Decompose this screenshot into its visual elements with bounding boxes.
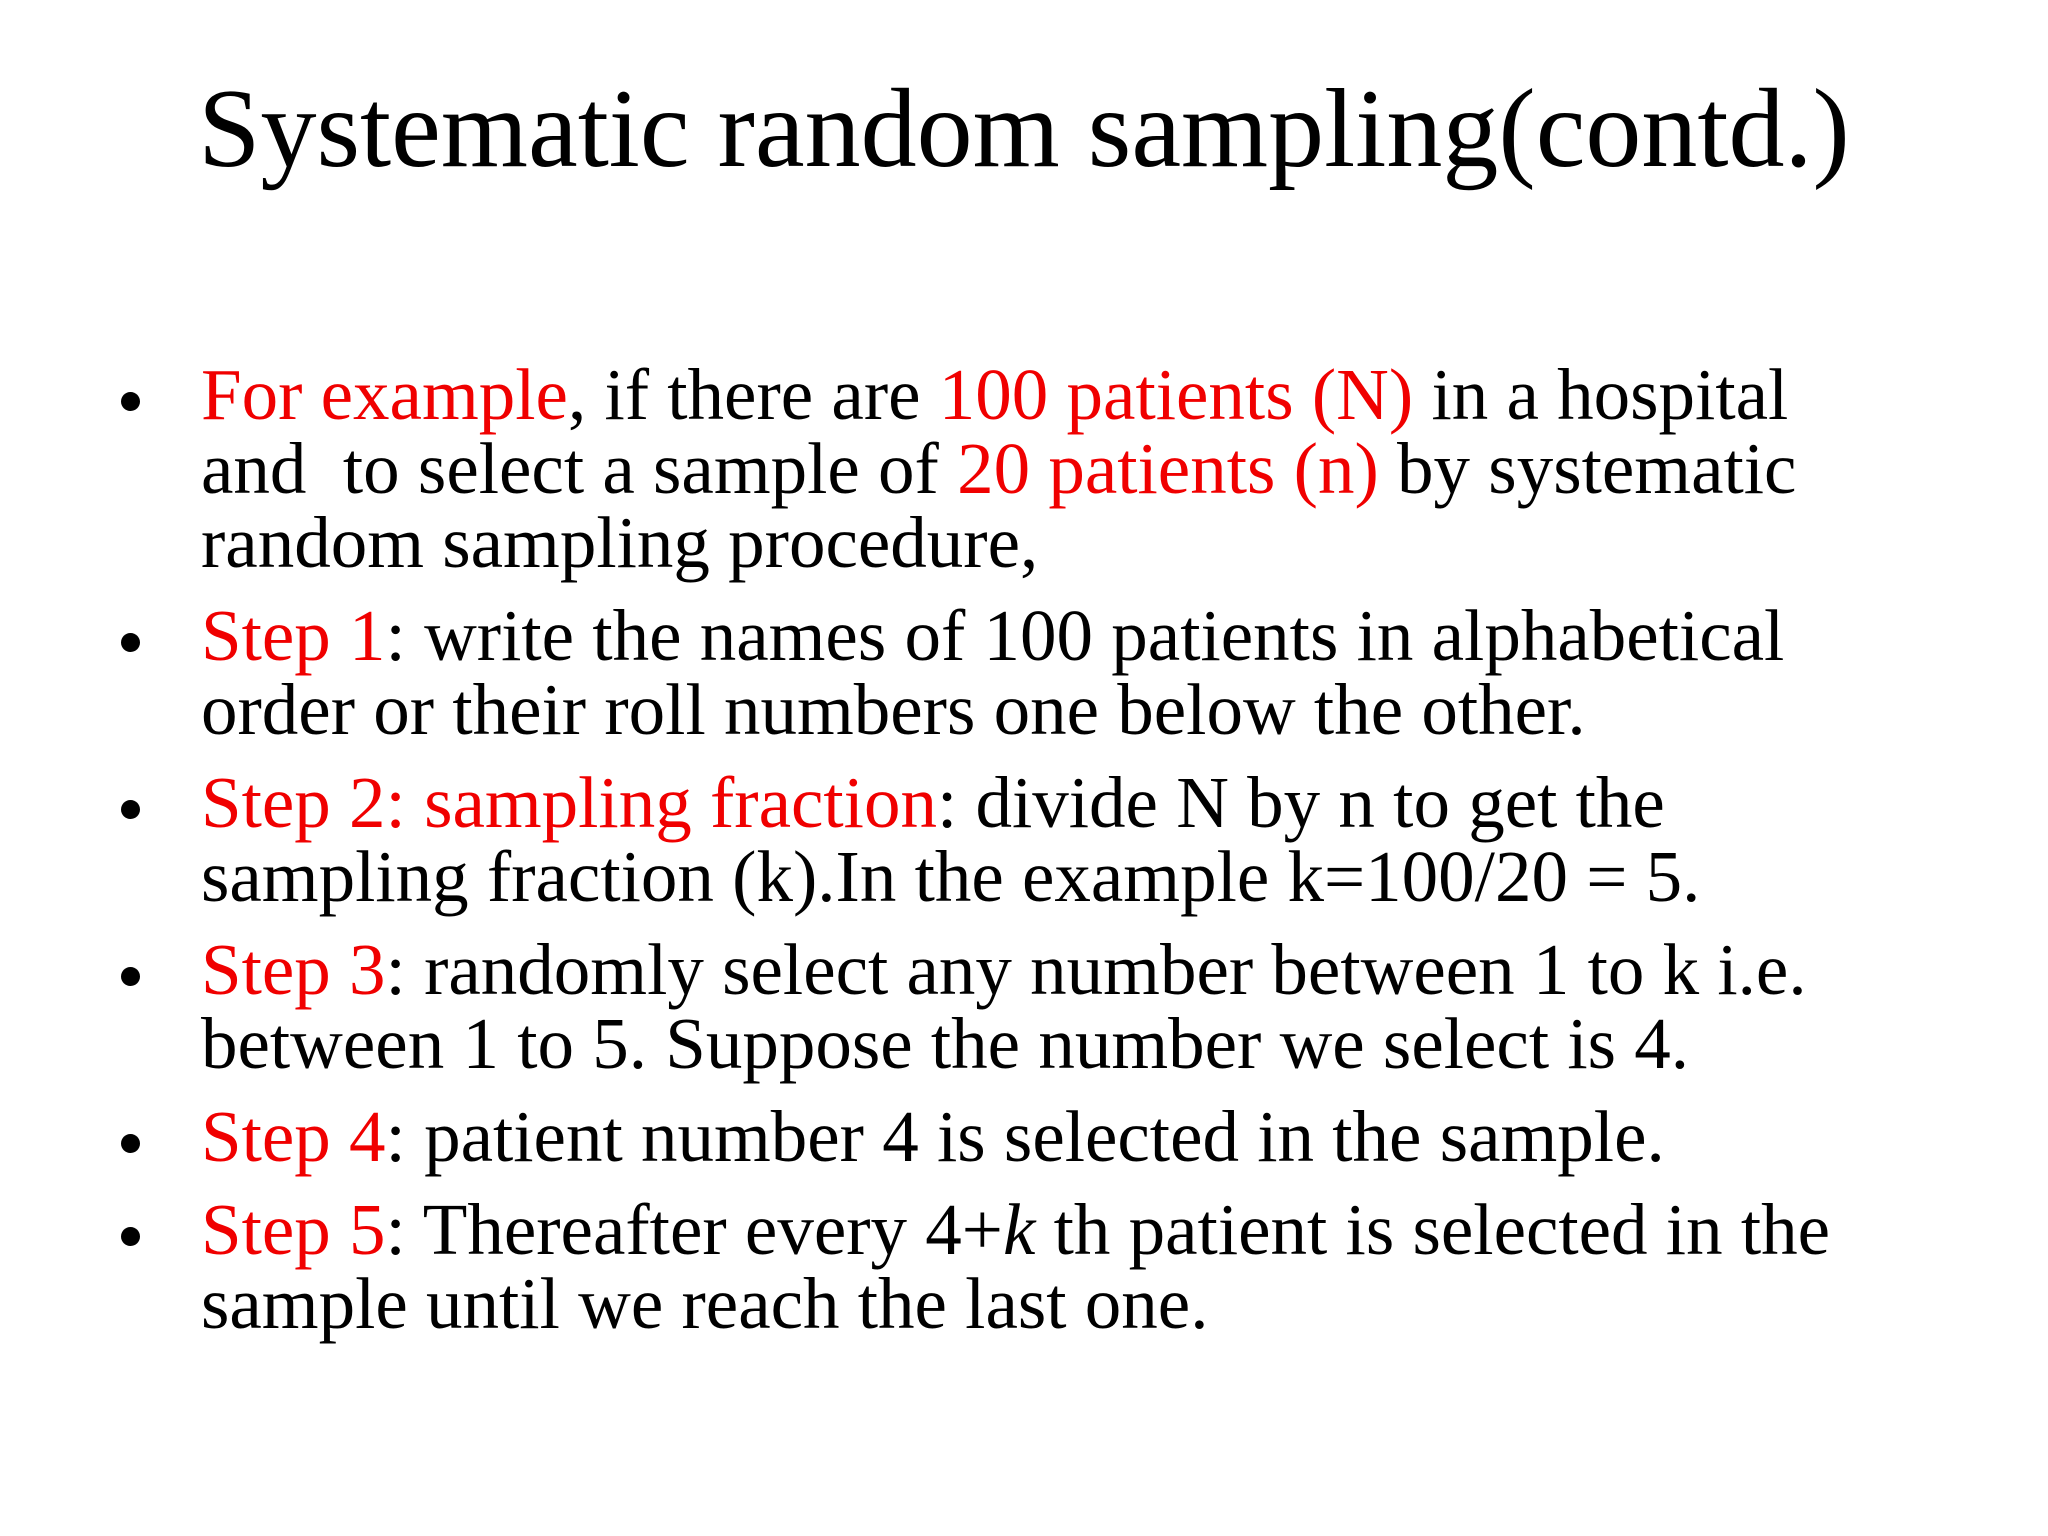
bullet-list [0,354,2048,1360]
body-text: sampling fraction (k).In the example k=100/20 = 5. [201,836,1701,917]
step-label: Step 4 [201,1096,386,1177]
step-label: Step 1 [201,595,386,676]
highlight-text: For example [201,354,568,435]
step-label: Step 5 [201,1189,386,1270]
bullet-step-5 [0,1189,2048,1344]
bullet-line [201,762,2048,843]
body-text: th patient is selected in the [1035,1189,1831,1270]
bullet-line [201,1263,2048,1344]
body-text: in a hospital [1413,354,1789,435]
body-text: random sampling procedure, [201,502,1039,583]
highlight-text: 20 patients (n) [957,428,1379,509]
bullet-line [201,595,2048,676]
body-text: between 1 to 5. Suppose the number we select is 4. [201,1003,1690,1084]
bullet-line [201,1096,2048,1177]
step-label: Step 2: sampling fraction [201,762,937,843]
slide-title: Systematic random sampling(contd.) [198,67,1850,191]
body-text: sample until we reach the last one. [201,1263,1209,1344]
bullet-dot-icon [121,633,140,652]
body-text: : divide N by n to get the [936,762,1665,843]
bullet-line [201,1003,2048,1084]
bullet-step-3 [0,929,2048,1084]
step-label: Step 3 [201,929,386,1010]
body-text: : patient number 4 is selected in the sample. [385,1096,1665,1177]
bullet-step-4 [0,1096,2048,1177]
bullet-dot-icon [121,967,140,986]
bullet-dot-icon [121,392,140,411]
body-text: : Thereafter every 4+ [385,1189,1003,1270]
bullet-line [201,836,2048,917]
bullet-dot-icon [121,1134,140,1153]
body-text: order or their roll numbers one below the other. [201,669,1586,750]
body-text: and to select a sample of [201,428,958,509]
bullet-line [201,929,2048,1010]
body-text: : randomly select any number between 1 to k i.e. [385,929,1807,1010]
bullet-line [201,502,2048,583]
body-text: , if there are [567,354,939,435]
bullet-line [201,354,2048,435]
bullet-line [201,669,2048,750]
variable-k: k [1002,1189,1036,1270]
bullet-dot-icon [121,1227,140,1246]
bullet-step-1 [0,595,2048,750]
bullet-line [201,428,2048,509]
bullet-example [0,354,2048,583]
bullet-line [201,1189,2048,1270]
bullet-dot-icon [121,800,140,819]
body-text: : write the names of 100 patients in alphabetical [385,595,1785,676]
bullet-step-2 [0,762,2048,917]
body-text: by systematic [1378,428,1797,509]
highlight-text: 100 patients (N) [938,354,1414,435]
